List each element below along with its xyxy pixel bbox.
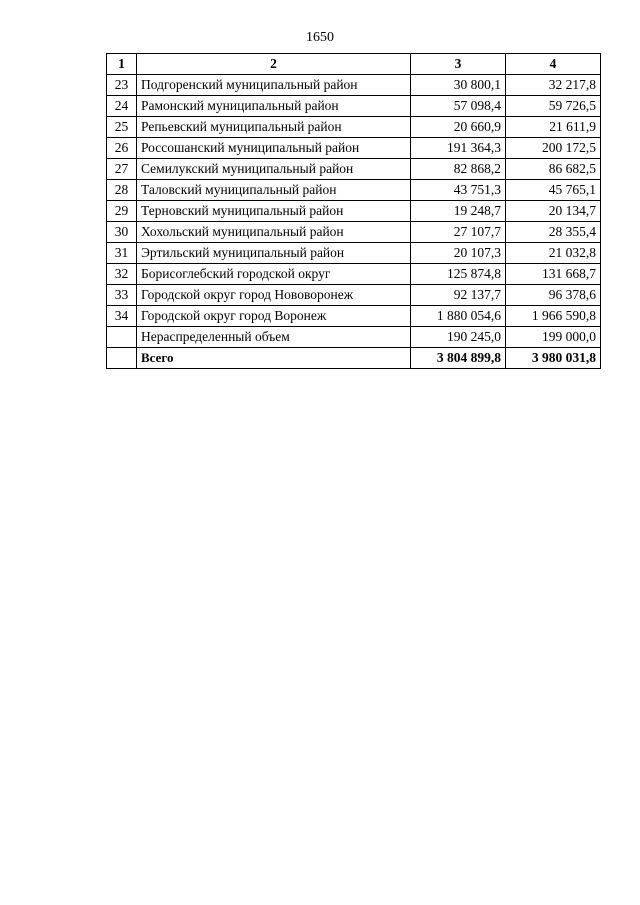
row-value-col4: 200 172,5 <box>506 138 601 159</box>
row-name: Репьевский муниципальный район <box>137 117 411 138</box>
row-number: 34 <box>107 306 137 327</box>
row-name: Городской округ город Нововоронеж <box>137 285 411 306</box>
table-row <box>107 138 601 159</box>
row-value-col3: 191 364,3 <box>411 138 506 159</box>
row-name: Рамонский муниципальный район <box>137 96 411 117</box>
table-row <box>107 306 601 327</box>
row-name: Терновский муниципальный район <box>137 201 411 222</box>
row-value-col4: 1 966 590,8 <box>506 306 601 327</box>
row-value-col4: 20 134,7 <box>506 201 601 222</box>
row-value-col4: 45 765,1 <box>506 180 601 201</box>
row-value-col3: 43 751,3 <box>411 180 506 201</box>
table-header-row <box>107 54 601 75</box>
row-name: Всего <box>137 348 411 369</box>
row-name: Хохольский муниципальный район <box>137 222 411 243</box>
table-row <box>107 243 601 264</box>
page-number: 1650 <box>306 30 334 45</box>
row-number <box>107 327 137 348</box>
table-row <box>107 75 601 96</box>
row-value-col4: 32 217,8 <box>506 75 601 96</box>
row-value-col3: 1 880 054,6 <box>411 306 506 327</box>
row-value-col4: 59 726,5 <box>506 96 601 117</box>
row-value-col3: 92 137,7 <box>411 285 506 306</box>
row-value-col4: 96 378,6 <box>506 285 601 306</box>
table-row <box>107 96 601 117</box>
table-row <box>107 222 601 243</box>
row-value-col4: 86 682,5 <box>506 159 601 180</box>
row-number: 28 <box>107 180 137 201</box>
column-header-3: 3 <box>411 54 506 75</box>
row-value-col4: 199 000,0 <box>506 327 601 348</box>
row-value-col3: 57 098,4 <box>411 96 506 117</box>
row-number: 33 <box>107 285 137 306</box>
row-value-col3: 3 804 899,8 <box>411 348 506 369</box>
row-value-col3: 190 245,0 <box>411 327 506 348</box>
row-number: 23 <box>107 75 137 96</box>
column-header-4: 4 <box>506 54 601 75</box>
total-row <box>107 348 601 369</box>
table-row <box>107 327 601 348</box>
row-value-col3: 125 874,8 <box>411 264 506 285</box>
row-number: 26 <box>107 138 137 159</box>
table-row <box>107 117 601 138</box>
column-header-1: 1 <box>107 54 137 75</box>
table-row <box>107 159 601 180</box>
row-number: 29 <box>107 201 137 222</box>
column-header-2: 2 <box>137 54 411 75</box>
row-value-col4: 131 668,7 <box>506 264 601 285</box>
row-number: 31 <box>107 243 137 264</box>
row-number: 24 <box>107 96 137 117</box>
row-name: Россошанский муниципальный район <box>137 138 411 159</box>
row-value-col4: 3 980 031,8 <box>506 348 601 369</box>
row-number: 27 <box>107 159 137 180</box>
row-name: Эртильский муниципальный район <box>137 243 411 264</box>
row-value-col4: 21 611,9 <box>506 117 601 138</box>
row-number: 30 <box>107 222 137 243</box>
row-number <box>107 348 137 369</box>
budget-table <box>106 53 601 369</box>
table-row <box>107 201 601 222</box>
row-number: 32 <box>107 264 137 285</box>
row-value-col4: 28 355,4 <box>506 222 601 243</box>
row-name: Подгоренский муниципальный район <box>137 75 411 96</box>
row-value-col3: 30 800,1 <box>411 75 506 96</box>
row-name: Семилукский муниципальный район <box>137 159 411 180</box>
table-row <box>107 285 601 306</box>
row-name: Городской округ город Воронеж <box>137 306 411 327</box>
row-name: Борисоглебский городской округ <box>137 264 411 285</box>
row-number: 25 <box>107 117 137 138</box>
table-row <box>107 264 601 285</box>
row-value-col3: 82 868,2 <box>411 159 506 180</box>
row-value-col3: 27 107,7 <box>411 222 506 243</box>
row-value-col3: 19 248,7 <box>411 201 506 222</box>
row-value-col4: 21 032,8 <box>506 243 601 264</box>
row-name: Таловский муниципальный район <box>137 180 411 201</box>
row-value-col3: 20 660,9 <box>411 117 506 138</box>
row-value-col3: 20 107,3 <box>411 243 506 264</box>
row-name: Нераспределенный объем <box>137 327 411 348</box>
table-row <box>107 180 601 201</box>
